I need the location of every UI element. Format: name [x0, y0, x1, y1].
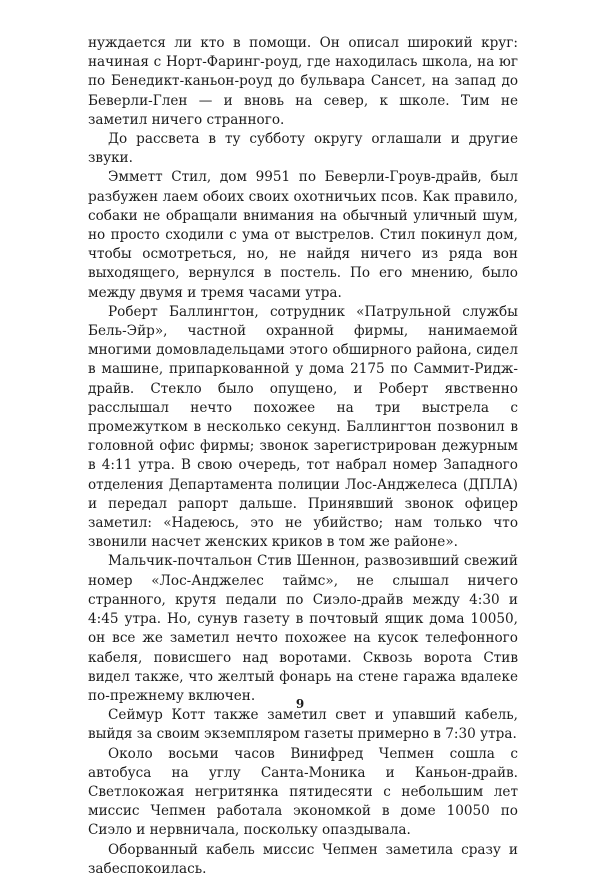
paragraph-winifred-chapman: Около восьми часов Винифред Чепмен сошла с автобуса на углу Санта-Моника и Каньон-драйв. Светлокожая негритянка пятидесяти с небольшим лет миссис Чепмен работала экономкой в доме 10050 по Сиэло и нервничала, поскольку опаздывала. — [88, 745, 518, 839]
paragraph-seymour-kott: Сеймур Котт также заметил свет и упавший кабель, выйдя за своим экземпляром газеты примерно в 7:30 утра. — [88, 707, 518, 743]
page-body — [88, 34, 518, 879]
paragraph-robert-bullington: Роберт Баллингтон, сотрудник «Патрульной службы Бель-Эйр», частной охранной фирмы, нанимаемой многими домовладельцами этого обширного района, сидел в машине, припаркованной у дома 2175 по Саммит-Ридж-драйв. Стекло было опущено, и Роберт явственно расслышал нечто похожее на три выстрела с промежутком в несколько секунд. Баллингтон позвонил в головной офис фирмы; звонок зарегистрирован дежурным в 4:11 утра. В свою очередь, тот набрал номер Западного отделения Департамента полиции Лос-Анджелеса (ДПЛА) и передал рапорт дальше. Принявший звонок офицер заметил: «Надеюсь, это не убийство; нам только что звонили насчет женских криков в том же районе». — [88, 303, 518, 551]
paragraph-emmett-steele: Эмметт Стил, дом 9951 по Беверли-Гроув-драйв, был разбужен лаем обоих своих охотничьих псов. Как правило, собаки не обращали внимания на обычный уличный шум, но просто сходили с ума от выстрелов. Стил покинул дом, чтобы осмотреться, но, не найдя ничего из ряда вон выходящего, вернулся в постель. По его мнению, было между двумя и тремя часами утра. — [88, 169, 518, 301]
paragraph-steve-shannon: Мальчик-почтальон Стив Шеннон, развозивший свежий номер «Лос-Анджелес таймс», не слышал ничего странного, крутя педали по Сиэло-драйв между 4:30 и 4:45 утра. Но, сунув газету в почтовый ящик дома 10050, он все же заметил нечто похожее на кусок телефонного кабеля, повисшего над воротами. Сквозь ворота Стив видел также, что желтый фонарь на стене гаража вдалеке по-прежнему включен. — [88, 553, 518, 704]
paragraph-cut-cable: Оборванный кабель миссис Чепмен заметила сразу и забеспокоилась. — [88, 841, 518, 877]
paragraph-sounds: До рассвета в ту субботу округу оглашали и другие звуки. — [88, 131, 518, 167]
paragraph-continuation: нуждается ли кто в помощи. Он описал широкий круг: начиная с Норт-Фаринг-роуд, где находилась школа, на юг по Бенедикт-каньон-роуд до бульвара Сансет, на запад до Беверли-Глен — и вновь на север, к школе. Тим не заметил ничего странного. — [88, 35, 518, 128]
page-number: 9 — [295, 697, 305, 711]
